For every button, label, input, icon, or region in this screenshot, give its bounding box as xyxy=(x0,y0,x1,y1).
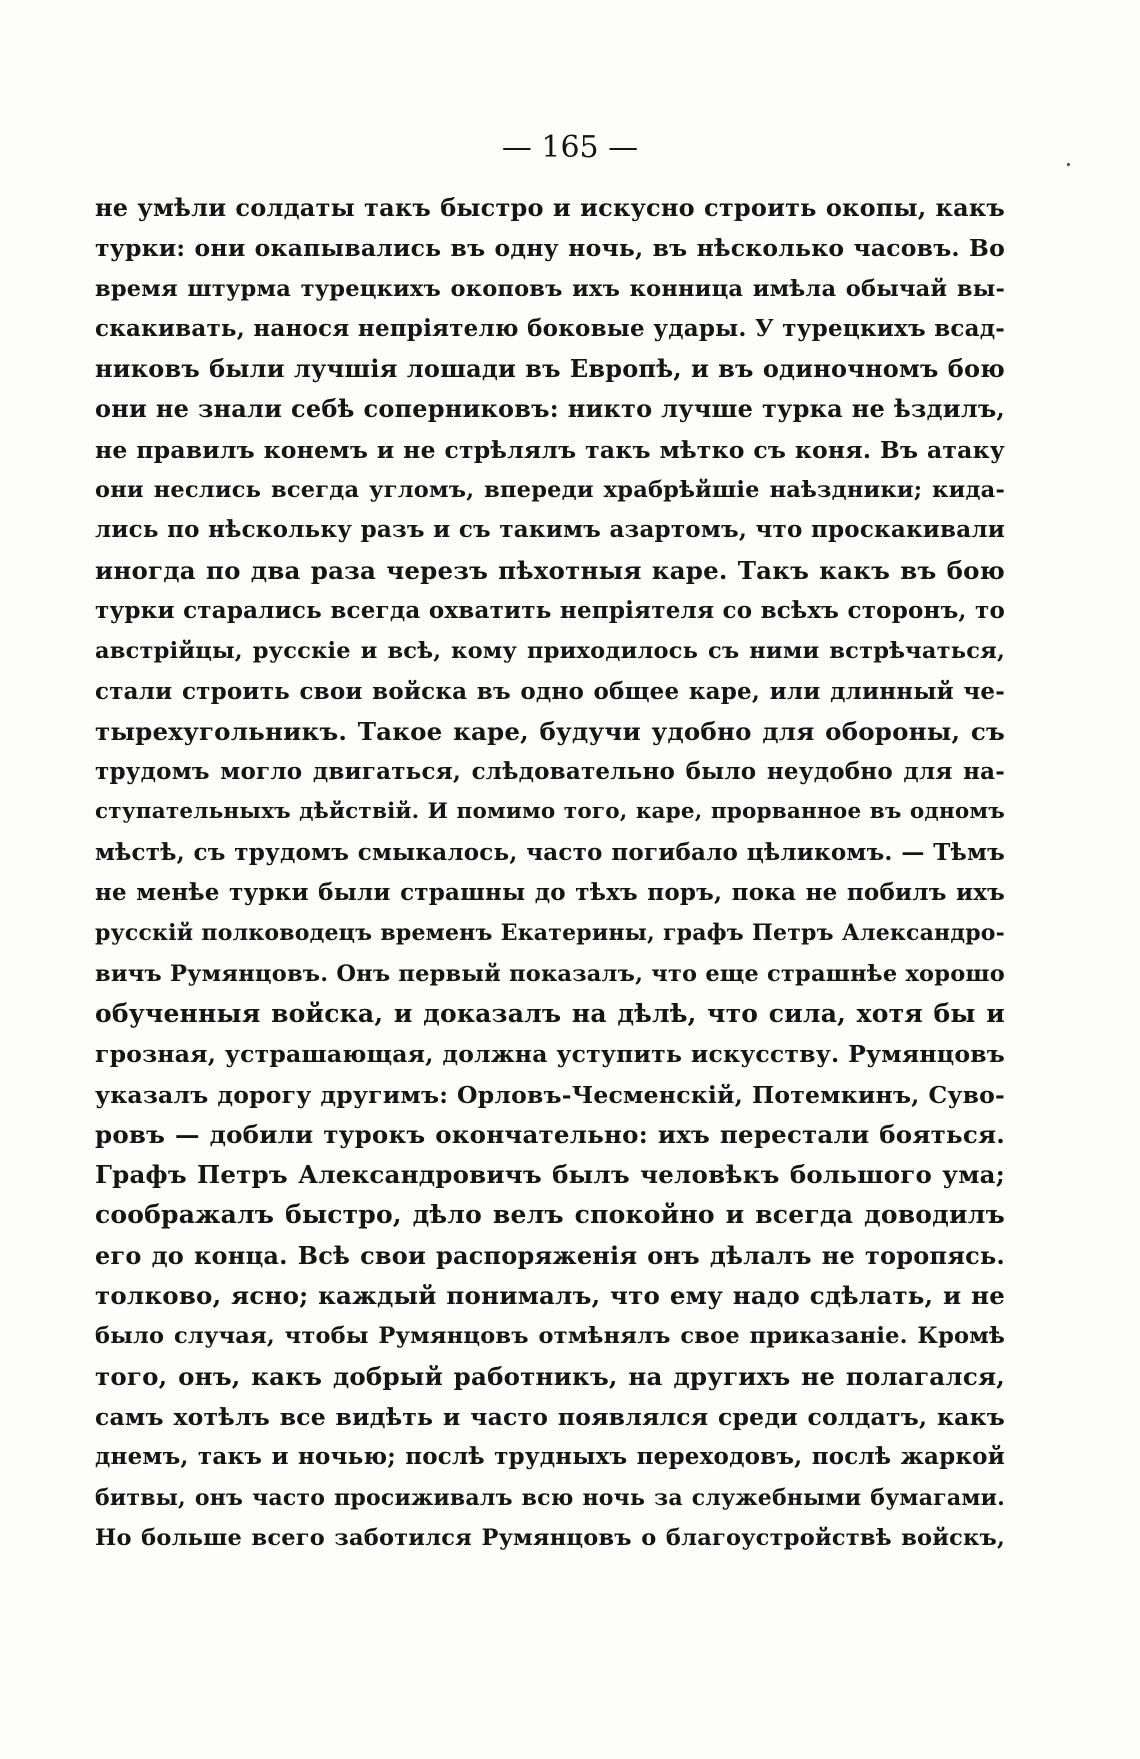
text-line: толково, ясно; каждый понималъ, что ему надо сдѣлать, и не xyxy=(95,1281,1005,1311)
text-line: скакивать, нанося непріятелю боковые удары. У турецкихъ всад- xyxy=(95,314,1005,342)
text-line: указалъ дорогу другимъ: Орловъ-Чесменскій, Потемкинъ, Суво- xyxy=(95,1080,1005,1109)
text-line: иногда по два раза черезъ пѣхотныя каре. Такъ какъ въ бою xyxy=(95,555,1005,585)
text-line: турки: они окапывались въ одну ночь, въ нѣсколько часовъ. Во xyxy=(95,234,1005,263)
text-line: мѣстѣ, съ трудомъ смыкалось, часто погибало цѣликомъ. — Тѣмъ xyxy=(95,838,1005,866)
text-line: не правилъ конемъ и не стрѣлялъ такъ мѣтко съ коня. Въ атаку xyxy=(95,435,1005,464)
text-line: ровъ — добили турокъ окончательно: ихъ перестали бояться. xyxy=(95,1119,1005,1149)
page-number: — 165 — xyxy=(501,130,639,165)
text-line: его до конца. Всѣ свои распоряженія онъ дѣлалъ не торопясь. xyxy=(95,1240,1005,1270)
text-line: того, онъ, какъ добрый работникъ, на другихъ не полагался, xyxy=(95,1361,1005,1391)
text-line: время штурма турецкихъ окоповъ ихъ конница имѣла обычай вы- xyxy=(95,275,1005,302)
text-line: они не знали себѣ соперниковъ: никто лучше турка не ѣздилъ, xyxy=(95,394,1005,424)
text-line: лись по нѣскольку разъ и съ такимъ азартомъ, что проскакивали xyxy=(95,516,1005,544)
text-line: Но больше всего заботился Румянцовъ о благоустройствѣ войскъ, xyxy=(95,1524,1005,1551)
text-line: никовъ были лучшія лошади въ Европѣ, и въ одиночномъ бою xyxy=(95,354,1005,384)
text-line: австрійцы, русскіе и всѣ, кому приходилось съ ними встрѣчаться, xyxy=(95,638,1005,665)
text-line: соображалъ быстро, дѣло велъ спокойно и всегда доводилъ xyxy=(95,1200,1005,1230)
body-text xyxy=(95,188,1005,1558)
text-line: вичъ Румянцовъ. Онъ первый показалъ, что еще страшнѣе хорошо xyxy=(95,960,1005,987)
text-line: трудомъ могло двигаться, слѣдовательно было неудобно для на- xyxy=(95,758,1005,786)
text-line: битвы, онъ часто просиживалъ всю ночь за служебными бумагами. xyxy=(95,1484,1005,1511)
text-line: грозная, устрашающая, должна уступить искусству. Румянцовъ xyxy=(95,1040,1005,1069)
text-line: днемъ, такъ и ночью; послѣ трудныхъ переходовъ, послѣ жаркой xyxy=(95,1443,1005,1471)
text-line: ступательныхъ дѣйствій. И помимо того, каре, прорванное въ одномъ xyxy=(95,799,1005,825)
text-line: самъ хотѣлъ все видѣть и часто появлялся среди солдатъ, какъ xyxy=(95,1402,1005,1431)
text-line: не менѣе турки были страшны до тѣхъ поръ, пока не побилъ ихъ xyxy=(95,879,1005,907)
text-line: русскій полководецъ временъ Екатерины, графъ Петръ Александро- xyxy=(95,920,1005,947)
text-line: обученныя войска, и доказалъ на дѣлѣ, что сила, хотя бы и xyxy=(95,998,1005,1028)
text-line: было случая, чтобы Румянцовъ отмѣнялъ свое приказаніе. Кромѣ xyxy=(95,1323,1005,1350)
text-line: они неслись всегда угломъ, впереди храбрѣйшіе наѣздники; кида- xyxy=(95,477,1005,504)
text-line: Графъ Петръ Александровичъ былъ человѣкъ большого ума; xyxy=(95,1160,1005,1190)
text-line: турки старались всегда охватить непріятеля со всѣхъ сторонъ, то xyxy=(95,596,1005,624)
text-line: тырехугольникъ. Такое каре, будучи удобно для обороны, съ xyxy=(95,716,1005,746)
text-line: стали строить свои войска въ одно общее каре, или длинный че- xyxy=(95,677,1005,705)
text-line: не умѣли солдаты такъ быстро и искусно строить окопы, какъ xyxy=(95,193,1005,222)
